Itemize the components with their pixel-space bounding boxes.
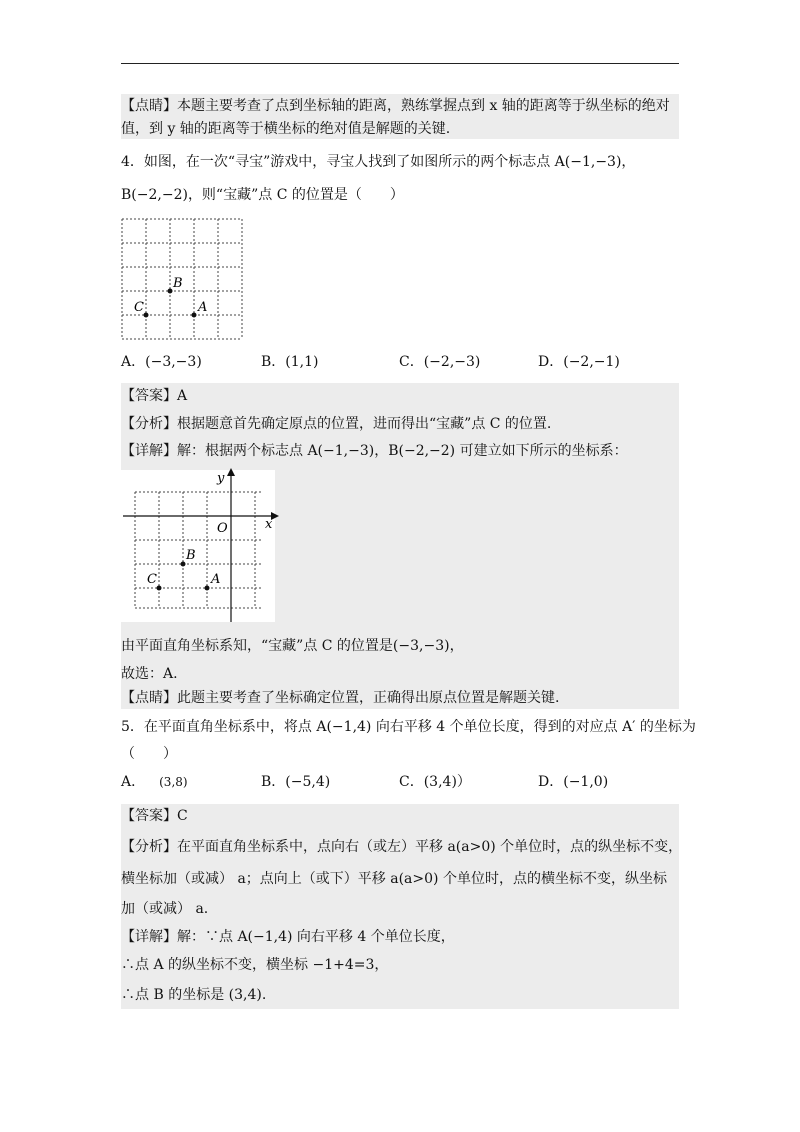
q4-comment: 【点睛】此题主要考查了坐标确定位置，正确得出原点位置是解题关键. (121, 690, 560, 706)
q4-stem-line2: B(−2,−2)，则“宝藏”点 C 的位置是（ ） (121, 187, 404, 203)
q5-analysis-line2: 横坐标加（或减） a；点向上（或下）平移 a(a>0) 个单位时，点的横坐标不变，纵坐标 (121, 871, 667, 887)
q4-option-c: C．(−2,−3) (399, 354, 481, 370)
q5-detail-line2: ∴点 A 的纵坐标不变，横坐标 −1+4=3， (121, 957, 389, 973)
q5-analysis-line1: 【分析】在平面直角坐标系中，点向右（或左）平移 a(a>0) 个单位时，点的纵坐标不变， (121, 839, 683, 855)
q5-answer: 【答案】C (121, 808, 188, 824)
q4-analysis: 【分析】根据题意首先确定原点的位置，进而得出“宝藏”点 C 的位置. (121, 416, 552, 432)
axes-point-a (205, 586, 210, 591)
label-a: A (198, 300, 208, 315)
q5-detail-line1: 【详解】解：∵点 A(−1,4) 向右平移 4 个单位长度， (121, 929, 455, 945)
q5-analysis-line3: 加（或减） a. (121, 901, 209, 917)
axis-label-x: x (265, 517, 273, 532)
q4-answer: 【答案】A (121, 388, 188, 404)
q5-stem-line2: （ ） (121, 746, 177, 762)
axes-label-a: A (211, 572, 221, 587)
label-b: B (173, 276, 183, 291)
axes-point-b (181, 562, 186, 567)
q5-option-a: A． (3,8) (121, 774, 188, 790)
axes-label-c: C (147, 572, 157, 587)
q4-choose: 故选：A. (121, 666, 178, 682)
q4-detail: 【详解】解：根据两个标志点 A(−1,−3)，B(−2,−2) 可建立如下所示的坐标系： (121, 443, 628, 459)
axes-point-c (157, 586, 162, 591)
q5-detail-line3: ∴点 B 的坐标是 (3,4). (121, 987, 267, 1003)
q3-comment-line2: 值，到 y 轴的距离等于横坐标的绝对值是解题的关键. (121, 121, 451, 137)
axis-label-y: y (217, 471, 225, 486)
q5-stem-line1: 5．在平面直角坐标系中，将点 A(−1,4) 向右平移 4 个单位长度，得到的对应点 A′ 的坐标为 (121, 719, 696, 735)
q4-option-b: B．(1,1) (261, 354, 319, 370)
point-c (144, 313, 149, 318)
axes-label-b: B (186, 548, 196, 563)
q4-option-a: A．(−3,−3) (121, 354, 202, 370)
point-a (192, 313, 197, 318)
q4-axes-figure (121, 466, 281, 626)
y-axis-arrow (227, 468, 235, 476)
q5-option-c: C．(3,4)） (399, 774, 471, 790)
q4-stem-line1: 4．如图，在一次“寻宝”游戏中，寻宝人找到了如图所示的两个标志点 A(−1,−3)， (121, 154, 636, 170)
q4-grid-figure (118, 214, 248, 344)
q4-conclusion: 由平面直角坐标系知，“宝藏”点 C 的位置是(−3,−3)， (121, 638, 464, 654)
q3-comment-line1: 【点睛】本题主要考查了点到坐标轴的距离，熟练掌握点到 x 轴的距离等于纵坐标的绝对 (121, 98, 670, 114)
q5-option-d: D．(−1,0) (538, 774, 609, 790)
q5-option-b: B．(−5,4) (261, 774, 331, 790)
label-c: C (134, 300, 144, 315)
header-rule (121, 63, 679, 64)
point-b (168, 289, 173, 294)
q4-option-d: D．(−2,−1) (538, 354, 620, 370)
origin-label: O (217, 521, 228, 536)
